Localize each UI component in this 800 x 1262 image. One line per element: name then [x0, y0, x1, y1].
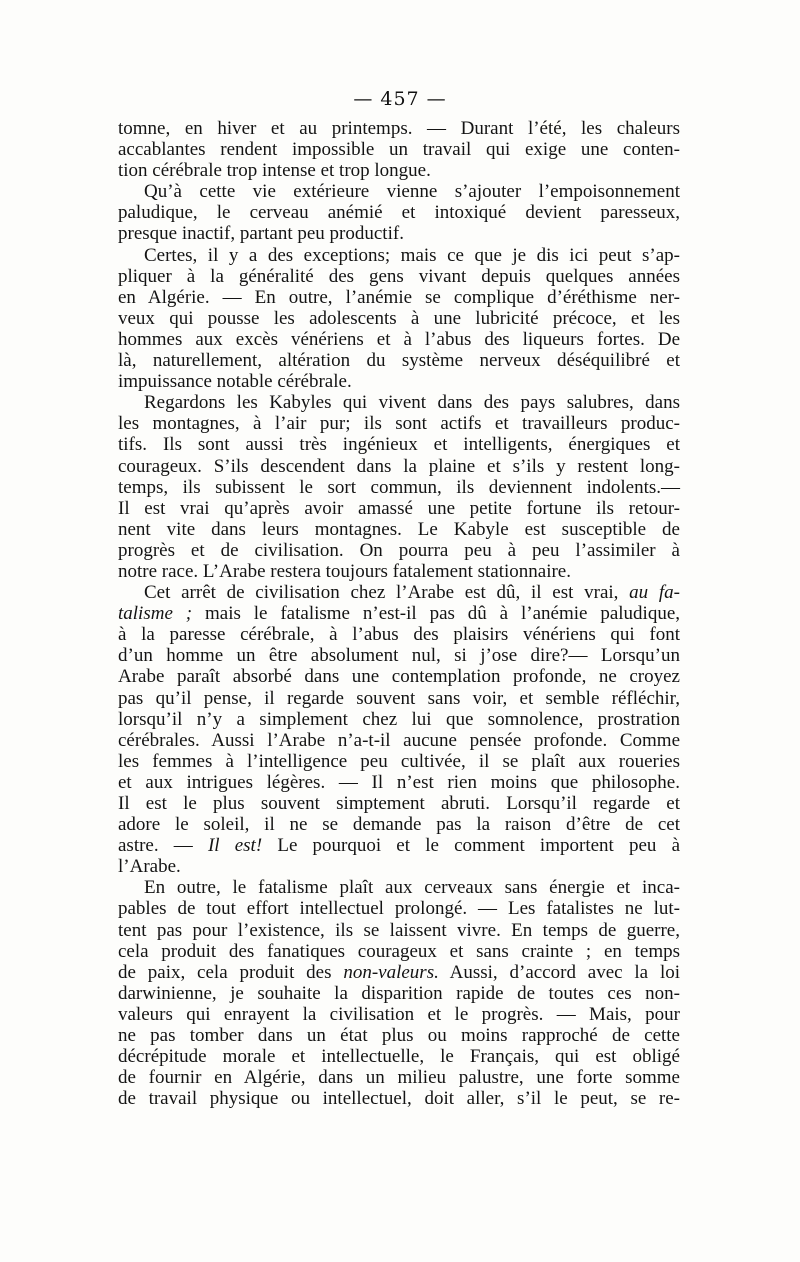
- text-line: talisme ; mais le fatalisme n’est-il pas dû à l’anémie paludique,: [118, 603, 681, 625]
- text-line: tomne, en hiver et au printemps. — Durant l’été, les chaleurs: [118, 118, 680, 139]
- text-line: notre race. L’Arabe restera toujours fatalement stationnaire.: [118, 560, 571, 582]
- text-line: courageux. S’ils descendent dans la plaine et s’ils y restent long-: [118, 455, 680, 477]
- text-line: paludique, le cerveau anémié et intoxiqué devient paresseux,: [118, 202, 680, 224]
- text-line: presque inactif, partant peu productif.: [118, 223, 404, 245]
- text-line: pliquer à la généralité des gens vivant depuis quelques années: [118, 265, 680, 287]
- text-line: darwinienne, je souhaite la disparition rapide de toutes ces non-: [118, 982, 680, 1004]
- text-line: les femmes à l’intelligence peu cultivée, il se plaît aux roueries: [118, 750, 680, 772]
- text-line: Cet arrêt de civilisation chez l’Arabe est dû, il est vrai, au fa-: [144, 582, 681, 604]
- text-line: en Algérie. — En outre, l’anémie se complique d’éréthisme ner-: [118, 286, 680, 308]
- text-line: l’Arabe.: [118, 856, 181, 878]
- text-line: hommes aux excès vénériens et à l’abus des liqueurs fortes. De: [118, 328, 680, 350]
- text-line: et aux intrigues légères. — Il n’est rien moins que philosophe.: [118, 771, 680, 793]
- text-line: les montagnes, à l’air pur; ils sont actifs et travailleurs produc-: [118, 413, 680, 435]
- page-number: — 457 —: [353, 88, 447, 110]
- text-line: de fournir en Algérie, dans un milieu palustre, une forte somme: [118, 1067, 680, 1089]
- text-line: Il est vrai qu’après avoir amassé une petite fortune ils retour-: [118, 497, 680, 519]
- text-line: nent vite dans leurs montagnes. Le Kabyle est susceptible de: [118, 518, 680, 540]
- text-line: progrès et de civilisation. On pourra peu à peu l’assimiler à: [118, 539, 680, 561]
- text-line: Certes, il y a des exceptions; mais ce que je dis ici peut s’ap-: [144, 244, 680, 266]
- text-line: de travail physique ou intellectuel, doit aller, s’il le peut, se re-: [118, 1088, 680, 1110]
- text-line: ne pas tomber dans un état plus ou moins rapproché de cette: [118, 1025, 680, 1047]
- text-line: Qu’à cette vie extérieure vienne s’ajouter l’empoisonnement: [144, 181, 680, 203]
- text-line: pables de tout effort intellectuel prolongé. — Les fatalistes ne lut-: [118, 898, 680, 920]
- text-line: tent pas pour l’existence, ils se laissent vivre. En temps de guerre,: [118, 919, 680, 941]
- text-line: de paix, cela produit des non-valeurs. Aussi, d’accord avec la loi: [118, 961, 680, 983]
- text-line: Arabe paraît absorbé dans une contemplation profonde, ne croyez: [118, 666, 680, 688]
- text-line: impuissance notable cérébrale.: [118, 371, 352, 393]
- text-line: d’un homme un être absolument nul, si j’ose dire?— Lorsqu’un: [118, 645, 680, 667]
- text-line: tifs. Ils sont aussi très ingénieux et intelligents, énergiques et: [118, 434, 680, 456]
- text-line: veux qui pousse les adolescents à une lubricité précoce, et les: [118, 307, 680, 329]
- text-line: En outre, le fatalisme plaît aux cerveaux sans énergie et inca-: [144, 877, 680, 899]
- text-line: accablantes rendent impossible un travail qui exige une conten-: [118, 139, 680, 161]
- text-line: à la paresse cérébrale, à l’abus des plaisirs vénériens qui font: [118, 624, 680, 646]
- text-line: décrépitude morale et intellectuelle, le Français, qui est obligé: [118, 1046, 680, 1068]
- text-line: pas qu’il pense, il regarde souvent sans voir, et semble réfléchir,: [118, 687, 680, 709]
- text-line: temps, ils subissent le sort commun, ils deviennent indolents.—: [118, 476, 680, 498]
- text-line: lorsqu’il n’y a simplement chez lui que somnolence, prostration: [118, 708, 680, 730]
- text-line: Il est le plus souvent simptement abruti. Lorsqu’il regarde et: [118, 793, 680, 814]
- text-line: tion cérébrale trop intense et trop longue.: [118, 160, 431, 182]
- text-line: là, naturellement, altération du système nerveux déséquilibré et: [118, 350, 680, 372]
- text-line: astre. — Il est! Le pourquoi et le comment importent peu à: [118, 835, 681, 857]
- text-line: cérébrales. Aussi l’Arabe n’a-t-il aucune pensée profonde. Comme: [118, 729, 680, 751]
- text-line: Regardons les Kabyles qui vivent dans des pays salubres, dans: [144, 392, 680, 414]
- body-text: [118, 118, 680, 1109]
- text-line: cela produit des fanatiques courageux et sans crainte ; en temps: [118, 940, 680, 962]
- text-line: adore le soleil, il ne se demande pas la raison d’être de cet: [118, 814, 680, 836]
- text-line: valeurs qui enrayent la civilisation et le progrès. — Mais, pour: [118, 1003, 680, 1025]
